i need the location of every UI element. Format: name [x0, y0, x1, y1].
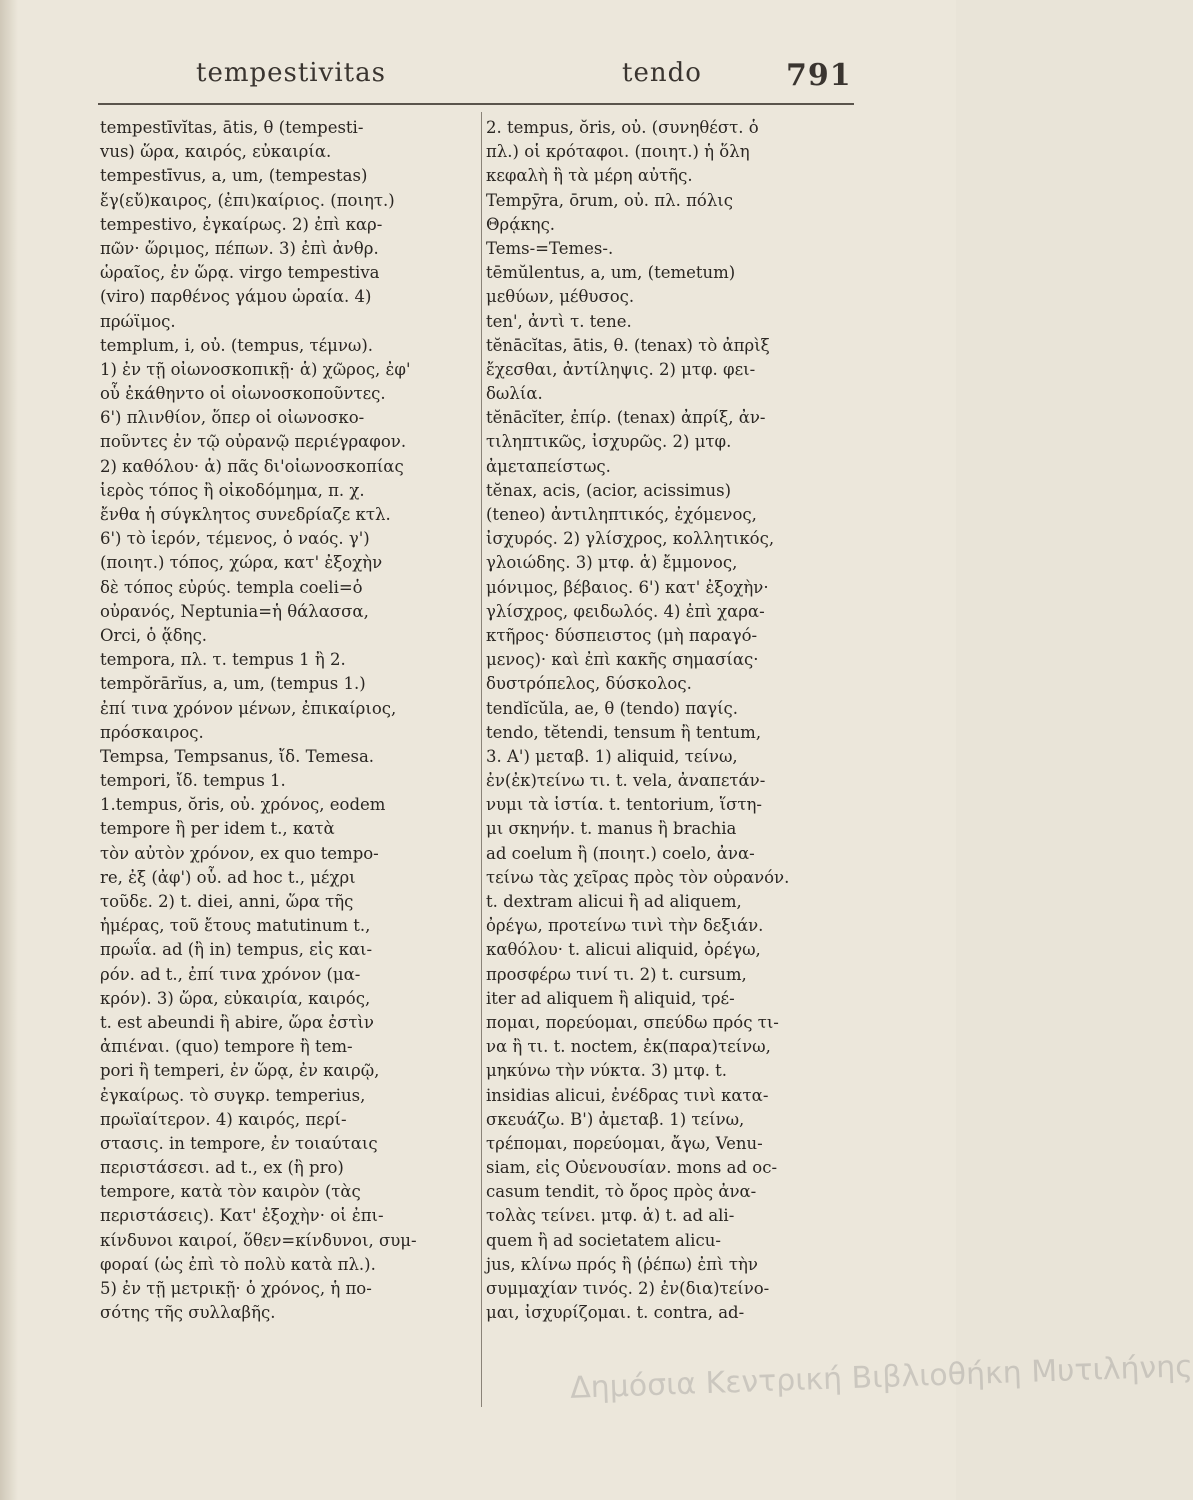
- dictionary-line: ἔνθα ἡ σύγκλητος συνεδρίαζε κτλ.: [100, 505, 391, 524]
- dictionary-line: πῶν· ὥριμος, πέπων. 3) ἐπὶ ἀνθρ.: [100, 238, 379, 258]
- dictionary-line: t. dextram alicui ἢ ad aliquem,: [486, 892, 742, 911]
- dictionary-line: δὲ τόπος εὐρύς. templa coeli=ὁ: [100, 577, 363, 597]
- dictionary-line: tĕnācĭtas, ātis, θ. (tenax) τὸ ἀπρὶξ: [486, 335, 770, 355]
- dictionary-line: ἐγκαίρως. τὸ συγκρ. temperius,: [100, 1085, 366, 1105]
- dictionary-line: ἀπιέναι. (quo) tempore ἢ tem-: [100, 1037, 353, 1057]
- dictionary-line: ὀρέγω, προτείνω τινὶ τὴν δεξιάν.: [486, 916, 764, 936]
- dictionary-line: tempora, πλ. τ. tempus 1 ἢ 2.: [100, 650, 346, 670]
- dictionary-line: πομαι, πορεύομαι, σπεύδω πρός τι-: [486, 1012, 779, 1032]
- dictionary-line: (ποιητ.) τόπος, χώρα, κατ' ἐξοχὴν: [100, 553, 383, 573]
- dictionary-line: τείνω τὰς χεῖρας πρὸς τὸν οὐρανόν.: [486, 867, 790, 887]
- dictionary-line: re, ἐξ (ἀφ') οὗ. ad hoc t., μέχρι: [100, 867, 356, 887]
- dictionary-line: ten', ἀντὶ τ. tene.: [486, 311, 632, 331]
- dictionary-line: tĕnax, acis, (acior, acissimus): [486, 480, 732, 500]
- dictionary-line: tĕnācĭter, ἐπίρ. (tenax) ἀπρίξ, ἀν-: [486, 408, 766, 428]
- dictionary-line: t. est abeundi ἢ abire, ὥρα ἐστὶν: [100, 1012, 374, 1032]
- dictionary-line: casum tendit, τὸ ὄρος πρὸς ἀνα-: [486, 1182, 757, 1202]
- dictionary-line: προσφέρω τινί τι. 2) t. cursum,: [486, 964, 747, 984]
- dictionary-line: μενος)· καὶ ἐπὶ κακῆς σημασίας·: [486, 650, 759, 670]
- dictionary-line: μι σκηνήν. t. manus ἢ brachia: [486, 819, 737, 839]
- dictionary-line: tempore, κατὰ τὸν καιρὸν (τὰς: [100, 1182, 361, 1202]
- dictionary-line: ad coelum ἢ (ποιητ.) coelo, ἀνα-: [486, 843, 755, 863]
- dictionary-line: μεθύων, μέθυσος.: [486, 287, 635, 307]
- dictionary-line: δωλία.: [486, 384, 543, 404]
- dictionary-line: ποῦντες ἐν τῷ οὐρανῷ περιέγραφον.: [100, 432, 407, 452]
- dictionary-line: iter ad aliquem ἢ aliquid, τρέ-: [486, 988, 735, 1008]
- dictionary-line: κτῆρος· δύσπειστος (μὴ παραγό-: [486, 625, 758, 645]
- dictionary-line: tempori, ἴδ. tempus 1.: [100, 771, 286, 791]
- dictionary-line: στασις. in tempore, ἐν τοιαύταις: [100, 1133, 378, 1153]
- column-divider: [481, 112, 482, 1407]
- dictionary-line: 1) ἐν τῇ οἰωνοσκοπικῇ· ἁ) χῶρος, ἐφ': [100, 359, 411, 379]
- dictionary-line: 1.tempus, ŏris, οὐ. χρόνος, eodem: [100, 795, 386, 815]
- dictionary-line: 6') πλινθίον, ὅπερ οἱ οἰωνοσκο-: [100, 408, 365, 428]
- dictionary-line: τοῦδε. 2) t. diei, anni, ὥρα τῆς: [100, 892, 354, 911]
- dictionary-line: ἔχεσθαι, ἀντίληψις. 2) μτφ. φει-: [486, 359, 756, 379]
- dictionary-line: 2. tempus, ŏris, οὐ. (συνηθέστ. ὁ: [486, 118, 759, 137]
- dictionary-line: τολὰς τείνει. μτφ. ἁ) t. ad ali-: [486, 1206, 735, 1226]
- dictionary-line: κίνδυνοι καιροί, ὅθεν=κίνδυνοι, συμ-: [100, 1230, 417, 1250]
- dictionary-line: 3. A') μεταβ. 1) aliquid, τείνω,: [486, 746, 738, 766]
- dictionary-line: φοραί (ὡς ἐπὶ τὸ πολὺ κατὰ πλ.).: [100, 1254, 376, 1274]
- dictionary-line: tempore ἢ per idem t., κατὰ: [100, 819, 335, 839]
- dictionary-line: νυμι τὰ ἱστία. t. tentorium, ἵστη-: [486, 795, 762, 815]
- dictionary-line: μόνιμος, βέβαιος. 6') κατ' ἐξοχὴν·: [486, 577, 769, 597]
- dictionary-line: συμμαχίαν τινός. 2) ἐν(δια)τείνο-: [486, 1279, 770, 1298]
- dictionary-line: πλ.) οἱ κρόταφοι. (ποιητ.) ἡ ὅλη: [486, 142, 750, 162]
- dictionary-line: tendĭcŭla, ae, θ (tendo) παγίς.: [486, 698, 739, 718]
- dictionary-line: tempestīvus, a, um, (tempestas): [100, 166, 368, 186]
- dictionary-line: Tempsa, Tempsanus, ἴδ. Temesa.: [100, 746, 375, 766]
- dictionary-line: (teneo) ἀντιληπτικός, ἐχόμενος,: [486, 505, 757, 524]
- dictionary-line: pori ἢ temperi, ἐν ὥρᾳ, ἐν καιρῷ,: [100, 1061, 380, 1081]
- dictionary-line: ρόν. ad t., ἐπί τινα χρόνον (μα-: [100, 964, 361, 984]
- dictionary-line: πρώϊμος.: [100, 311, 176, 331]
- dictionary-line: δυστρόπελος, δύσκολος.: [486, 674, 692, 694]
- dictionary-line: μαι, ἰσχυρίζομαι. t. contra, ad-: [486, 1303, 745, 1323]
- dictionary-line: ἐν(ἐκ)τείνω τι. t. vela, ἀναπετάν-: [486, 771, 766, 791]
- dictionary-line: σκευάζω. B') ἀμεταβ. 1) τείνω,: [486, 1109, 745, 1129]
- dictionary-line: 6') τὸ ἱερόν, τέμενος, ὁ ναός. γ'): [100, 529, 370, 549]
- dictionary-line: tendo, tĕtendi, tensum ἢ tentum,: [486, 722, 762, 742]
- dictionary-line: γλοιώδης. 3) μτφ. ἁ) ἔμμονος,: [486, 553, 738, 573]
- running-head-right: tendo: [622, 58, 702, 88]
- dictionary-line: να ἢ τι. t. noctem, ἐκ(παρα)τείνω,: [486, 1037, 771, 1057]
- dictionary-line: περιστάσεις). Κατ' ἐξοχὴν· οἱ ἐπι-: [100, 1206, 384, 1226]
- dictionary-line: vus) ὥρα, καιρός, εὐκαιρία.: [100, 142, 332, 162]
- dictionary-line: ἡμέρας, τοῦ ἔτους matutinum t.,: [100, 916, 371, 936]
- library-watermark: Δημόσια Κεντρική Βιβλιοθήκη Μυτιλήνης: [569, 1349, 1193, 1406]
- dictionary-line: (viro) παρθένος γάμου ὡραία. 4): [100, 287, 372, 307]
- dictionary-line: jus, κλίνω πρός ἢ (ῥέπω) ἐπὶ τὴν: [486, 1254, 758, 1274]
- dictionary-line: μηκύνω τὴν νύκτα. 3) μτφ. t.: [486, 1061, 728, 1081]
- dictionary-line: ἰσχυρός. 2) γλίσχρος, κολλητικός,: [486, 529, 775, 549]
- left-column: [100, 116, 466, 1416]
- dictionary-line: templum, i, οὐ. (tempus, τέμνω).: [100, 335, 374, 355]
- page-number: 791: [786, 58, 852, 93]
- dictionary-line: quem ἢ ad societatem alicu-: [486, 1230, 721, 1250]
- dictionary-line: ἔγ(εὔ)καιρος, (ἐπι)καίριος. (ποιητ.): [100, 190, 395, 210]
- dictionary-line: insidias alicui, ἐνέδρας τινὶ κατα-: [486, 1085, 769, 1105]
- header-rule: [98, 103, 854, 105]
- dictionary-line: πρωϊαίτερον. 4) καιρός, περί-: [100, 1109, 347, 1129]
- dictionary-line: καθόλου· t. alicui aliquid, ὀρέγω,: [486, 940, 761, 960]
- right-column: [486, 116, 854, 1416]
- dictionary-line: σότης τῆς συλλαβῆς.: [100, 1303, 276, 1323]
- dictionary-line: πρόσκαιρος.: [100, 722, 204, 742]
- dictionary-line: τὸν αὐτὸν χρόνον, ex quo tempo-: [100, 843, 379, 863]
- dictionary-line: οὐρανός, Neptunia=ἡ θάλασσα,: [100, 601, 369, 621]
- dictionary-line: tempŏrārĭus, a, um, (tempus 1.): [100, 674, 366, 694]
- dictionary-line: ἐπί τινα χρόνον μένων, ἐπικαίριος,: [100, 698, 397, 718]
- dictionary-line: Θρᾴκης.: [486, 214, 556, 234]
- dictionary-line: ἱερὸς τόπος ἢ οἰκοδόμημα, π. χ.: [100, 480, 365, 500]
- dictionary-line: γλίσχρος, φειδωλός. 4) ἐπὶ χαρα-: [486, 601, 765, 621]
- dictionary-line: Orci, ὁ ᾅδης.: [100, 625, 208, 645]
- dictionary-line: κεφαλὴ ἢ τὰ μέρη αὐτῆς.: [486, 166, 693, 186]
- page-gutter-shadow: [0, 0, 18, 1500]
- dictionary-line: πρωΐα. ad (ἢ in) tempus, εἰς και-: [100, 940, 373, 960]
- dictionary-line: Tems-=Temes-.: [486, 238, 614, 258]
- dictionary-line: τιληπτικῶς, ἰσχυρῶς. 2) μτφ.: [486, 432, 732, 452]
- dictionary-line: περιστάσεσι. ad t., ex (ἢ pro): [100, 1158, 344, 1178]
- dictionary-line: 2) καθόλου· ἁ) πᾶς δι'οἰωνοσκοπίας: [100, 456, 404, 476]
- dictionary-line: tempestivo, ἐγκαίρως. 2) ἐπὶ καρ-: [100, 214, 383, 234]
- dictionary-line: tēmŭlentus, a, um, (temetum): [486, 263, 736, 283]
- running-head-left: tempestivitas: [196, 58, 386, 88]
- dictionary-line: τρέπομαι, πορεύομαι, ἄγω, Venu-: [486, 1133, 763, 1153]
- dictionary-line: ὡραῖος, ἐν ὥρᾳ. virgo tempestiva: [100, 263, 380, 283]
- dictionary-line: οὗ ἐκάθηντο οἱ οἰωνοσκοποῦντες.: [100, 384, 386, 404]
- dictionary-line: 5) ἐν τῇ μετρικῇ· ὁ χρόνος, ἡ πο-: [100, 1279, 372, 1298]
- dictionary-line: κρόν). 3) ὥρα, εὐκαιρία, καιρός,: [100, 988, 371, 1008]
- dictionary-line: tempestīvĭtas, ātis, θ (tempesti-: [100, 118, 364, 137]
- dictionary-line: ἀμεταπείστως.: [486, 456, 611, 476]
- dictionary-line: Tempȳra, ōrum, οὐ. πλ. πόλις: [486, 190, 734, 210]
- dictionary-line: siam, εἰς Οὐενουσίαν. mons ad oc-: [486, 1158, 778, 1178]
